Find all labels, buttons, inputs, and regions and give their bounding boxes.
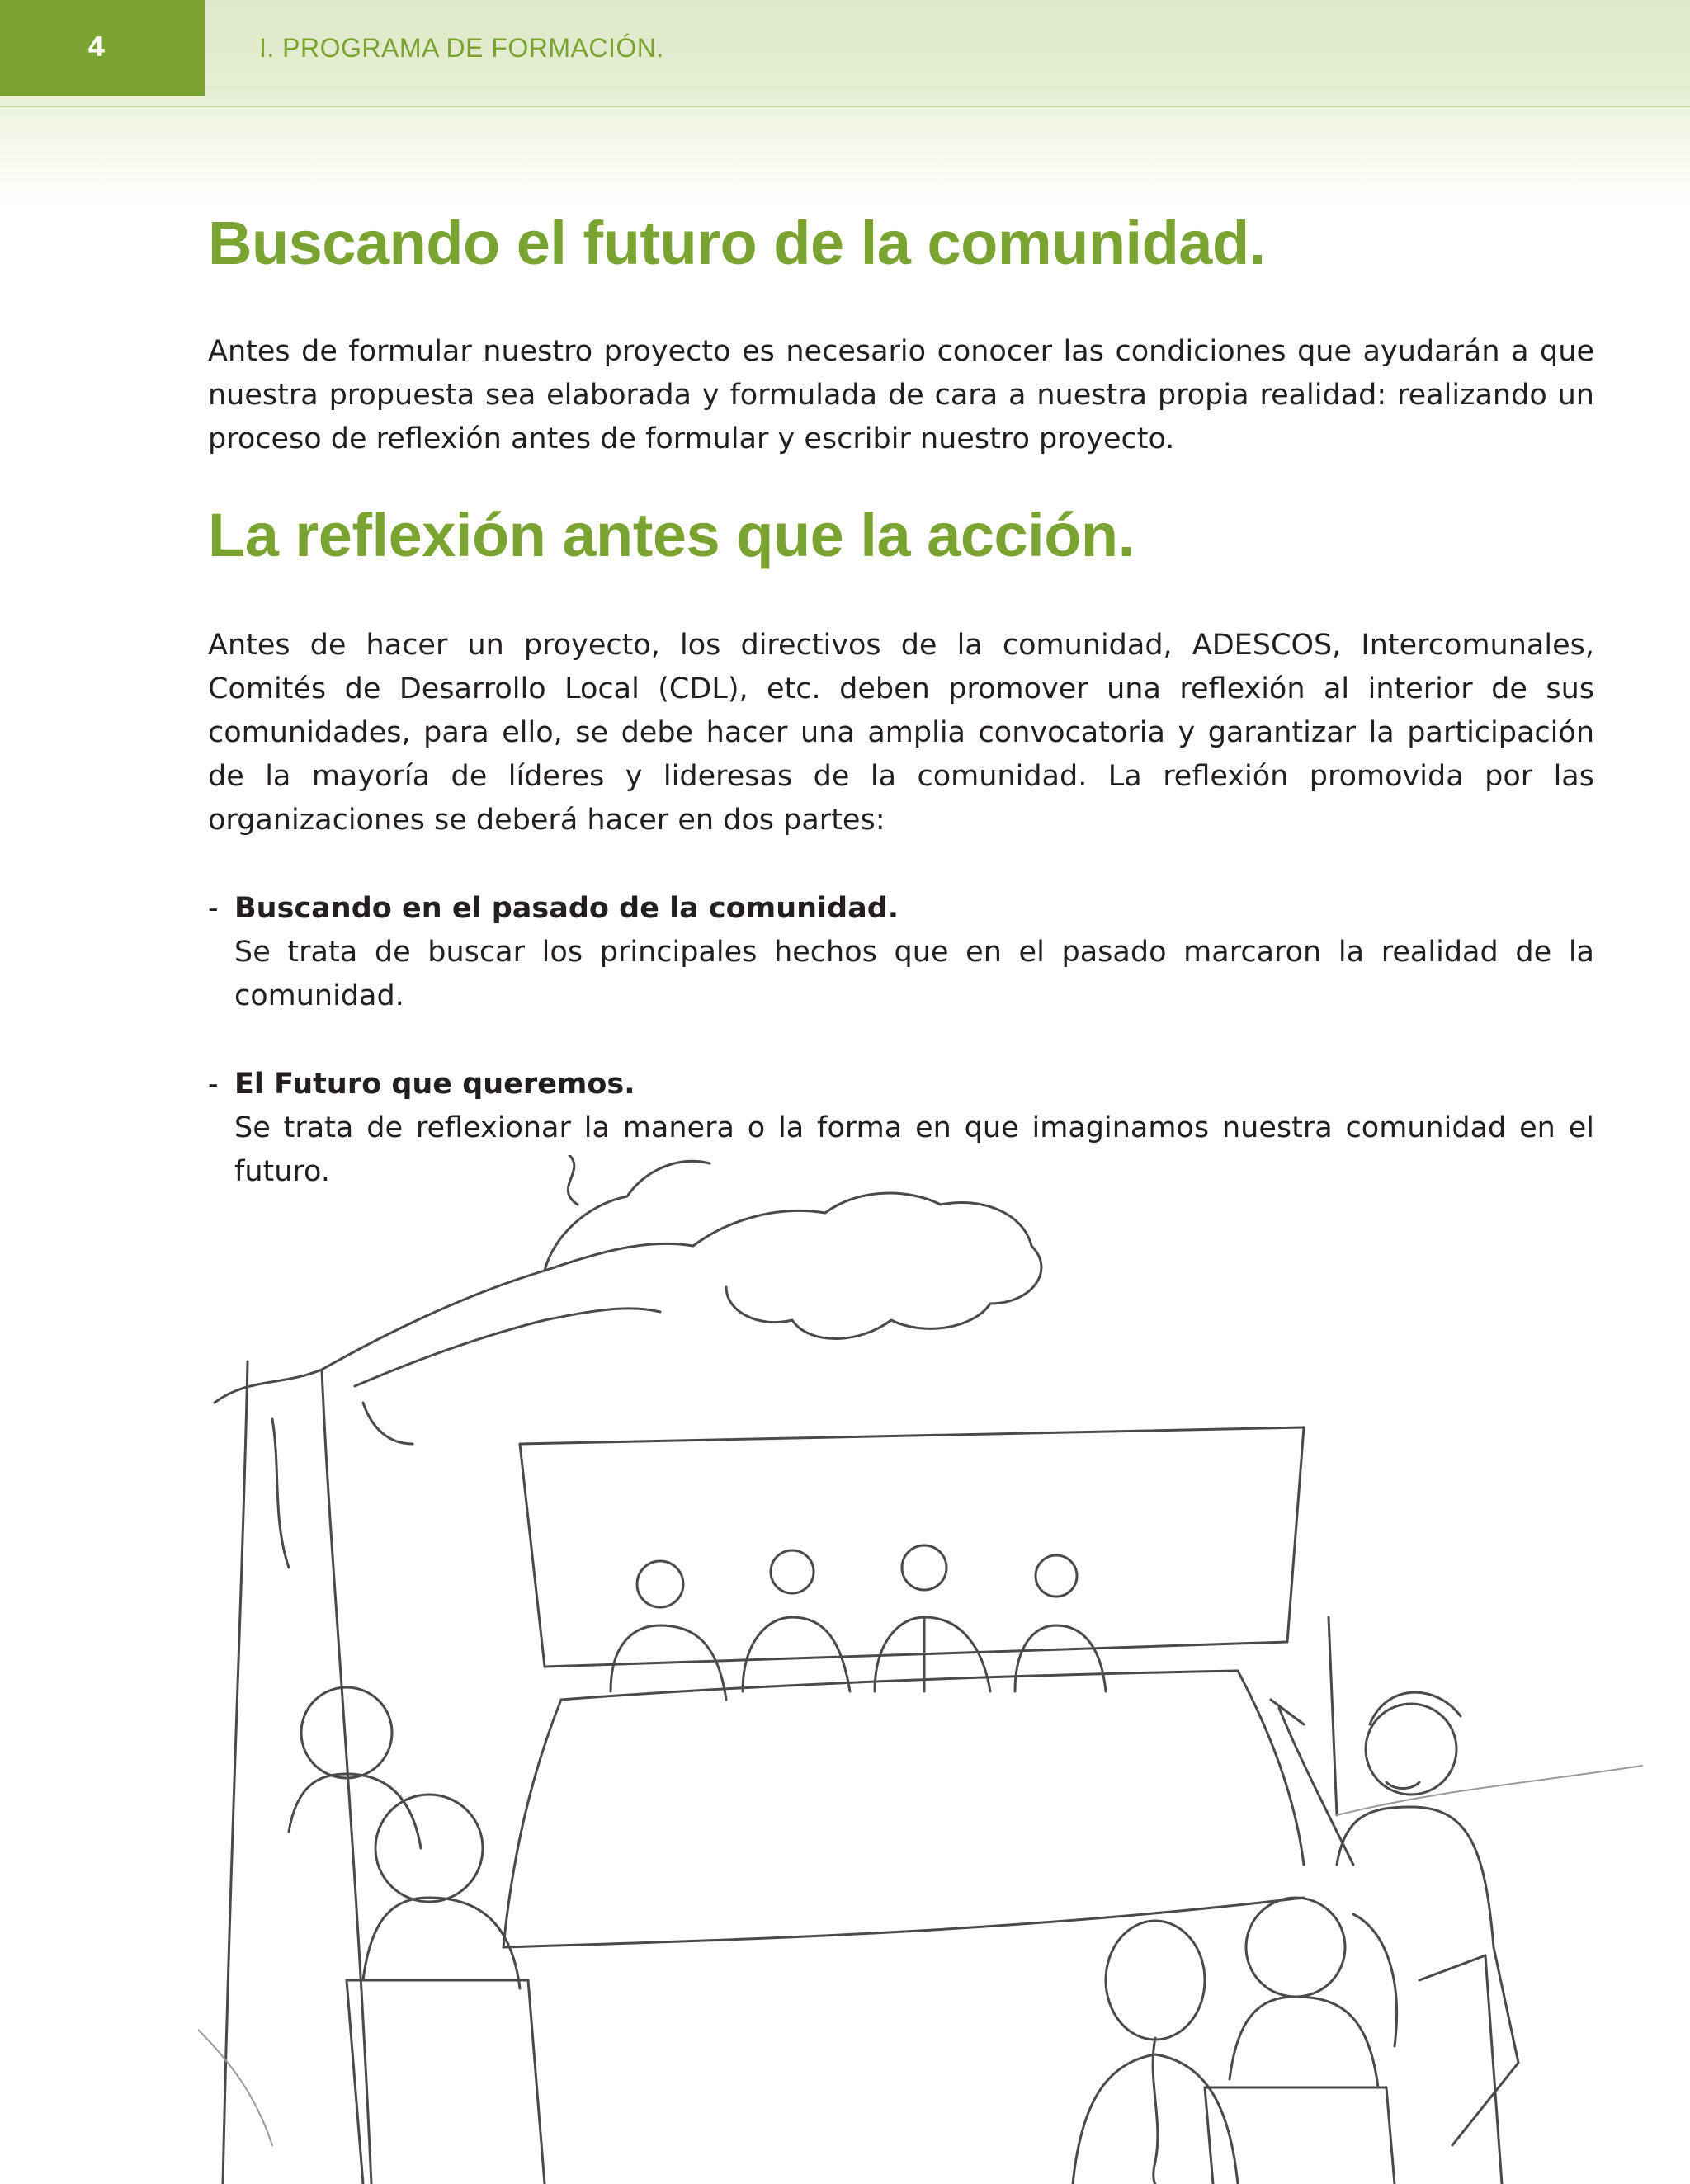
list-item-heading: Buscando en el pasado de la comunidad. <box>234 892 899 925</box>
meeting-table <box>503 1671 1304 1947</box>
reflection-paragraph: Antes de hacer un proyecto, los directivos de la comunidad, ADESCOS, Intercomunales, Comités de Desarrollo Local (CDL), etc. deben promover una reflexión al interior de sus comunidades, para ello, se debe hacer una amplia convocatoria y garantizar la participación de la mayoría de líderes y lideresas de la comunidad. La reflexión promovida por las organizaciones se deberá hacer en dos partes: <box>208 629 1594 837</box>
community-meeting-illustration <box>198 1155 1690 2184</box>
intro-paragraph: Antes de formular nuestro proyecto es necesario conocer las condiciones que ayudarán a que nuestra propuesta sea elaborada y formulada de cara a nuestra propia realidad: realizando un proceso de reflexión antes de formular y escribir nuestro proyecto. <box>208 335 1594 455</box>
list-item-past <box>208 887 1594 1018</box>
list-item-heading: El Futuro que queremos. <box>234 1068 635 1101</box>
list-dash: - <box>208 892 219 925</box>
header-band <box>0 0 1690 206</box>
header-rule <box>0 106 1690 107</box>
page-number: 4 <box>0 0 205 96</box>
stage-backdrop <box>520 1427 1337 1815</box>
list-dash: - <box>208 1068 219 1101</box>
list-item-text: Se trata de buscar los principales hechos que en el pasado marcaron la realidad de la comunidad. <box>234 936 1594 1012</box>
tree-sketch <box>215 1155 1041 2184</box>
list-item-text: Se trata de reflexionar la manera o la forma en que imaginamos nuestra comunidad en el futuro. <box>234 1111 1594 1188</box>
running-header: I. PROGRAMA DE FORMACIÓN. <box>259 33 664 63</box>
audience <box>289 1687 1502 2184</box>
section-title-future: Buscando el futuro de la comunidad. <box>208 209 1266 277</box>
speaker <box>1271 1692 1518 2145</box>
section-title-reflection: La reflexión antes que la acción. <box>208 501 1135 569</box>
